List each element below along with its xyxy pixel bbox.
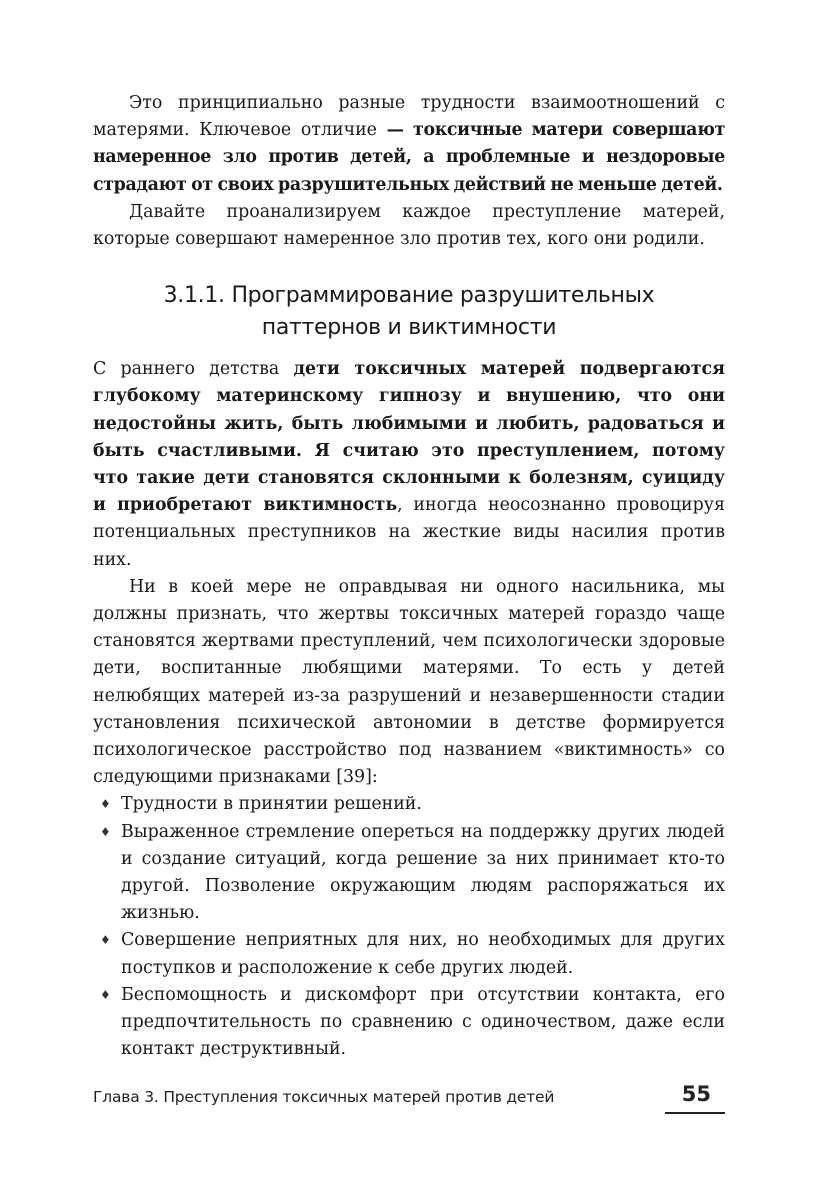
list-item-text: Выраженное стремление опереться на поддержку других людей и создание ситуаций, когда решение за них принимает кто-то другой. Позволение окружающим людям распоряжаться их жизнью.: [121, 821, 725, 924]
list-item-text: Беспомощность и дискомфорт при отсутствии контакта, его предпочтительность по сравнению с одиночеством, даже если контакт деструктивный.: [121, 984, 725, 1060]
diamond-bullet-icon: ♦: [100, 987, 111, 1002]
intro-bold-text: — токсичные матери совершают намеренное зло против детей, а проблемные и нездоровые страдают от своих разрушительных действий не меньше детей.: [93, 120, 725, 195]
body-bold-text: дети токсичных матерей подвергаются глубокому материнскому гипнозу и внушению, что они недостойны жить, быть любимыми и любить, радоваться и быть счастливыми. Я считаю это преступлением, потому что такие дети становятся склонными к болезням, суициду и приобретают виктимность: [93, 359, 725, 516]
section-title-line-2: паттернов и виктимности: [261, 315, 557, 341]
body-text: , иногда неосознанно провоцируя потенциальных преступников на жесткие виды насилия против них.: [93, 495, 725, 570]
diamond-bullet-icon: ♦: [100, 797, 111, 812]
page-body: [93, 90, 725, 1064]
list-item-text: Трудности в принятии решений.: [121, 794, 422, 815]
symptom-list: [93, 791, 725, 1063]
list-item: [93, 791, 725, 818]
page-footer: [93, 1082, 725, 1114]
list-item: [93, 927, 725, 981]
diamond-bullet-icon: ♦: [100, 933, 111, 948]
intro-paragraph-1: [93, 90, 725, 199]
section-title-line-1: 3.1.1. Программирование разрушительных: [163, 283, 655, 309]
body-paragraph-2: Ни в коей мере не оправдывая ни одного насильника, мы должны признать, что жертвы токсичных матерей гораздо чаще становятся жертвами преступлений, чем психологически здоровые дети, воспитанные любящими матерями. То есть у детей нелюбящих матерей из-за разрушений и незавершенности стадии установления психической автономии в детстве формируется психологическое расстройство под названием «виктимность» со следующими признаками [39]:: [93, 576, 725, 788]
intro-paragraph-2: Давайте проанализируем каждое преступление матерей, которые совершают намеренное зло против тех, кого они родили.: [93, 201, 725, 250]
body-text: С раннего детства: [93, 359, 294, 380]
section-title: [93, 280, 725, 344]
body-paragraph-1: [93, 356, 725, 574]
page-number: 55: [681, 1082, 711, 1106]
list-item-text: Совершение неприятных для них, но необходимых для других поступков и расположение к себе других людей.: [121, 930, 725, 978]
intro-text: Это принципиально разные трудности взаимоотношений с матерями. Ключевое отличие: [93, 93, 725, 141]
diamond-bullet-icon: ♦: [100, 824, 111, 839]
chapter-running-title: Глава 3. Преступления токсичных матерей против детей: [93, 1088, 555, 1106]
list-item: [93, 982, 725, 1064]
list-item: [93, 819, 725, 928]
page-number-rule: [665, 1112, 725, 1114]
